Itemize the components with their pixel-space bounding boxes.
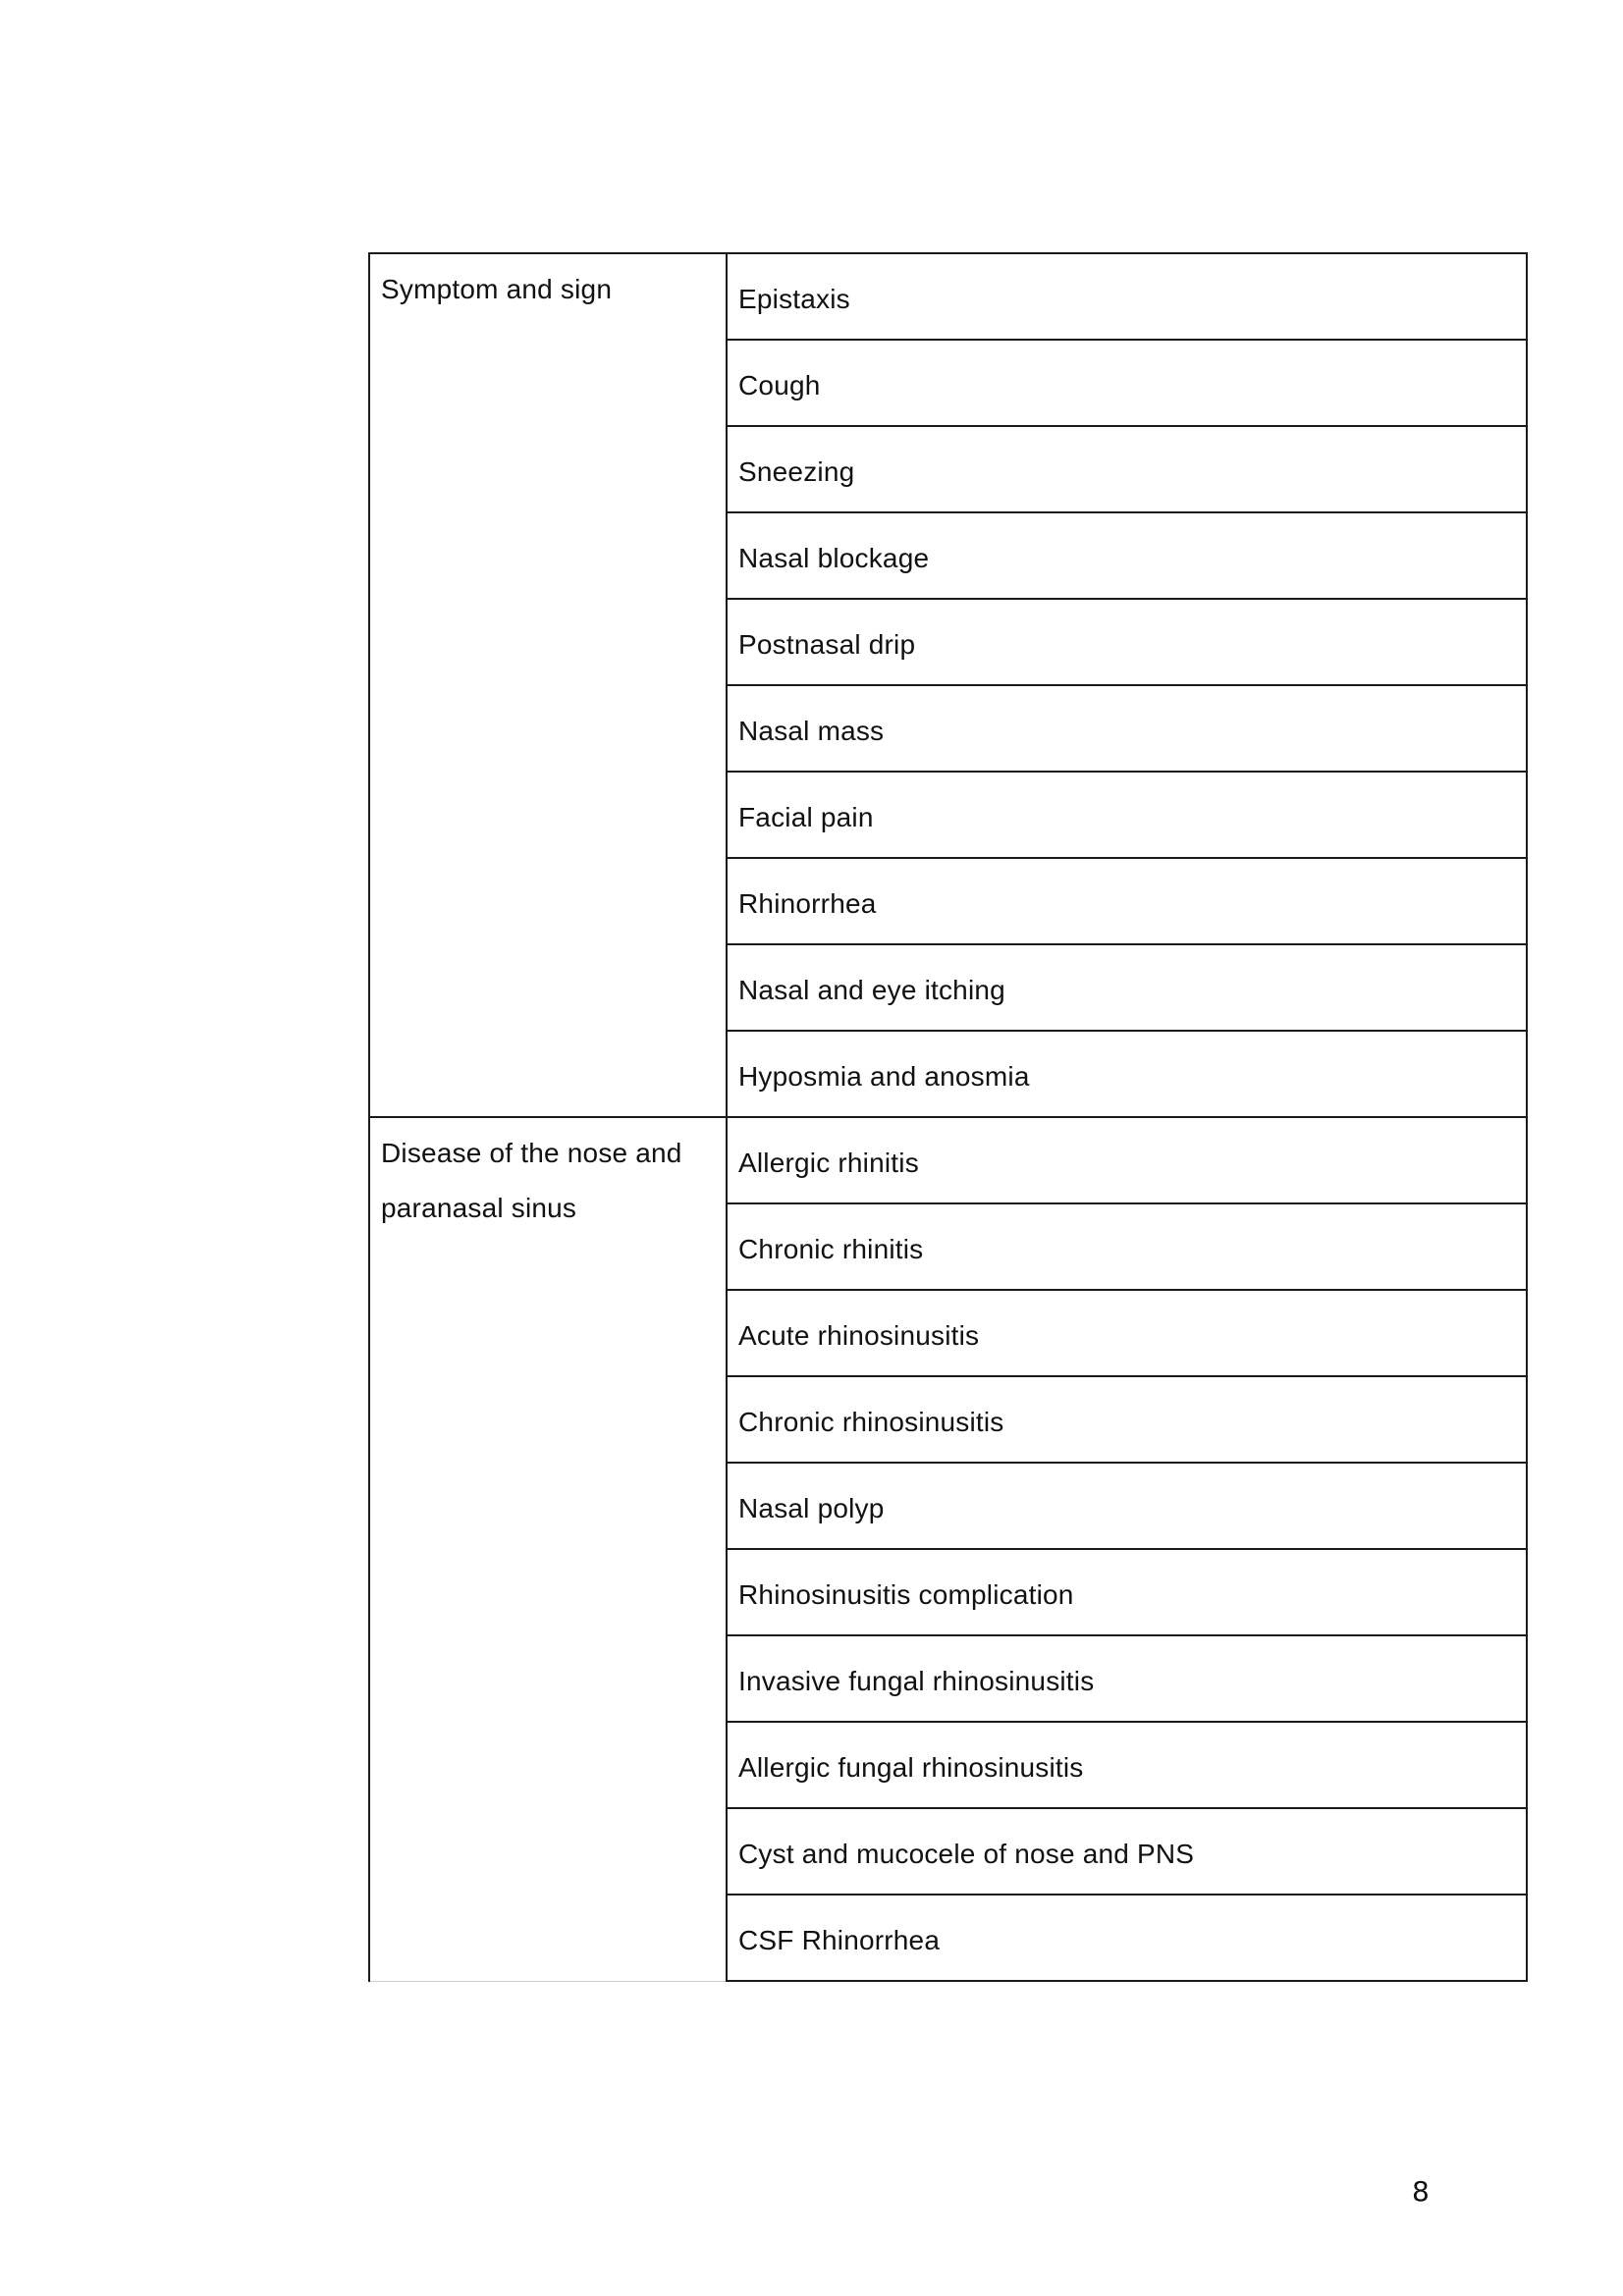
topic-table-body (369, 253, 1527, 1981)
table-row (369, 1117, 1527, 1203)
topic-item: Nasal and eye itching (727, 944, 1527, 1031)
page-number: 8 (1412, 2175, 1430, 2208)
topic-item: Allergic fungal rhinosinusitis (727, 1722, 1527, 1808)
topic-item: Allergic rhinitis (727, 1117, 1527, 1203)
topic-item: Cyst and mucocele of nose and PNS (727, 1808, 1527, 1895)
topic-item: Nasal mass (727, 685, 1527, 772)
category-label: Symptom and sign (381, 274, 613, 304)
topic-item: Sneezing (727, 426, 1527, 512)
table-row (369, 253, 1527, 340)
topic-item: Rhinorrhea (727, 858, 1527, 944)
category-cell (369, 1117, 727, 1981)
topic-item: Postnasal drip (727, 599, 1527, 685)
topic-item: Acute rhinosinusitis (727, 1290, 1527, 1376)
topic-item: CSF Rhinorrhea (727, 1895, 1527, 1981)
topic-item: Nasal blockage (727, 512, 1527, 599)
topic-item: Invasive fungal rhinosinusitis (727, 1635, 1527, 1722)
topic-item: Nasal polyp (727, 1463, 1527, 1549)
topic-table (368, 252, 1528, 1982)
topic-item: Rhinosinusitis complication (727, 1549, 1527, 1635)
topic-item: Facial pain (727, 772, 1527, 858)
topic-item: Cough (727, 340, 1527, 426)
category-cell (369, 253, 727, 1117)
category-label: Disease of the nose and paranasal sinus (381, 1138, 682, 1223)
topic-item: Epistaxis (727, 253, 1527, 340)
topic-item: Chronic rhinitis (727, 1203, 1527, 1290)
topic-item: Chronic rhinosinusitis (727, 1376, 1527, 1463)
topic-item: Hyposmia and anosmia (727, 1031, 1527, 1117)
